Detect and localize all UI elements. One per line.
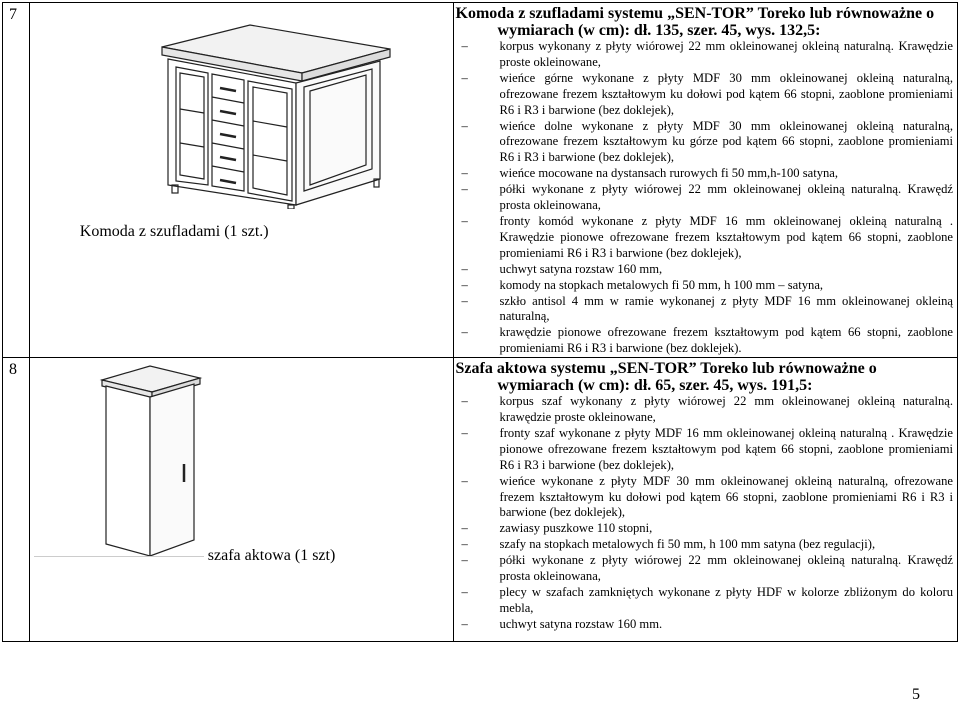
table-row-8: [3, 358, 958, 642]
specification-list: [456, 394, 953, 633]
list-item: – korpus wykonany z płyty wiórowej 22 mm okleinowanej okleiną naturalną. Krawędzie proste okleinowane,: [456, 39, 953, 71]
specification-list: [456, 39, 953, 357]
specification-table: [2, 2, 958, 642]
floor-line: [34, 556, 204, 557]
item-image-cell: [29, 3, 453, 358]
item-label: szafa aktowa (1 szt): [207, 547, 336, 565]
list-item: – uchwyt satyna rozstaw 160 mm.: [456, 617, 953, 633]
list-item: – plecy w szafach zamkniętych wykonane z płyty HDF w kolorze zbliżonym do koloru mebla,: [456, 585, 953, 617]
list-item: – korpus szaf wykonany z płyty wiórowej 22 mm okleinowanej okleiną naturalną. krawędzie proste okleinowane,: [456, 394, 953, 426]
list-item: – fronty szaf wykonane z płyty MDF 16 mm okleinowanej okleiną naturalną . Krawędzie pionowe ofrezowane frezem kształtowym pod kątem 66 stopni, zaoblone promieniami R6 i R3 i barwione (bez doklejek),: [456, 426, 953, 474]
row-number: 8: [3, 358, 30, 642]
table-row-7: [3, 3, 958, 358]
dresser-drawing: [132, 9, 392, 209]
list-item: – fronty komód wykonane z płyty MDF 16 mm okleinowanej okleiną naturalną . Krawędzie pionowe ofrezowane frezem kształtowym pod kątem 66 stopni, zaoblone promieniami R6 i R3 i barwione (bez doklejek),: [456, 214, 953, 262]
list-item: – wieńce mocowane na dystansach rurowych fi 50 mm,h-100 satyna,: [456, 166, 953, 182]
list-item: – wieńce wykonane z płyty MDF 30 mm okleinowanej okleiną naturalną, ofrezowane frezem kształtowym ku dołowi pod kątem 66 stopni, zaoblone promieniami R6 i R3 i barwione (bez doklejek),: [456, 474, 953, 522]
row-number: 7: [3, 3, 30, 358]
list-item: – wieńce górne wykonane z płyty MDF 30 mm okleinowanej okleiną naturalną, ofrezowane frezem kształtowym ku dołowi pod kątem 66 stopni, zaoblone promieniami R6 i R3 i barwione (bez doklejek),: [456, 71, 953, 119]
item-heading: Komoda z szufladami systemu „SEN-TOR” Toreko lub równoważne o: [455, 5, 935, 22]
list-item: – szafy na stopkach metalowych fi 50 mm, h 100 mm satyna (bez regulacji),: [456, 537, 953, 553]
list-item: – krawędzie pionowe ofrezowane frezem kształtowym pod kątem 66 stopni, zaoblone promieniami R6 i R3 i barwione (bez doklejek).: [456, 325, 953, 357]
cabinet-drawing: [94, 364, 204, 560]
list-item: – uchwyt satyna rozstaw 160 mm,: [456, 262, 953, 278]
page-number: 5: [912, 686, 920, 703]
item-image-cell: [29, 358, 453, 642]
list-item: – zawiasy puszkowe 110 stopni,: [456, 521, 953, 537]
item-label: Komoda z szufladami (1 szt.): [79, 223, 269, 240]
list-item: – wieńce dolne wykonane z płyty MDF 30 mm okleinowanej okleiną naturalną, ofrezowane frezem kształtowym ku górze pod kątem 66 stopni, zaoblone promieniami R6 i R3 i barwione (bez doklejek),: [456, 119, 953, 167]
description-cell: [453, 358, 957, 642]
list-item: – półki wykonane z płyty wiórowej 22 mm okleinowanej okleiną naturalną. Krawędź prosta okleinowana,: [456, 182, 953, 214]
list-item: – półki wykonane z płyty wiórowej 22 mm okleinowanej okleiną naturalną. Krawędź prosta okleinowana,: [456, 553, 953, 585]
list-item: – szkło antisol 4 mm w ramie wykonanej z płyty MDF 16 mm okleinowanej okleiną naturalną,: [456, 294, 953, 326]
item-heading-dimensions: wymiarach (w cm): dł. 135, szer. 45, wys. 132,5:: [497, 22, 821, 39]
item-heading: Szafa aktowa systemu „SEN-TOR” Toreko lub równoważne o: [455, 360, 877, 378]
description-cell: [453, 3, 957, 358]
list-item: – komody na stopkach metalowych fi 50 mm, h 100 mm – satyna,: [456, 278, 953, 294]
item-heading-dimensions: wymiarach (w cm): dł. 65, szer. 45, wys. 191,5:: [497, 377, 813, 395]
